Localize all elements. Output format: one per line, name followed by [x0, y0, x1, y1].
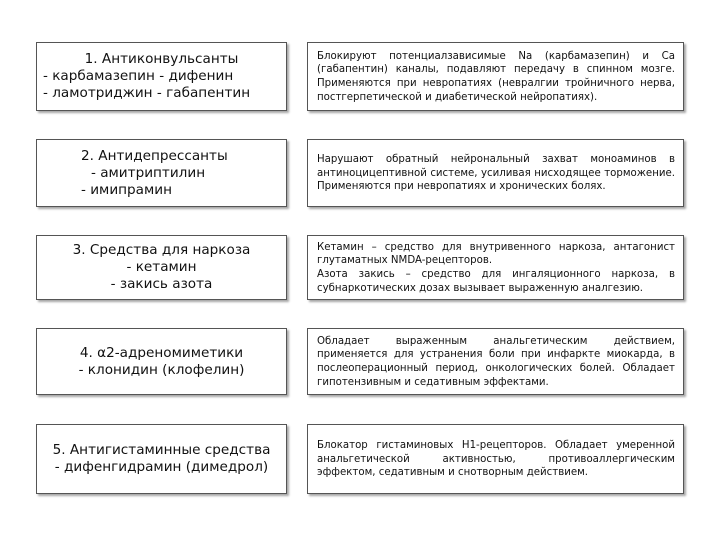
description-box-2: [307, 139, 684, 207]
description-box-1: [307, 42, 684, 111]
drug-class-title: 5. Антигистаминные средства: [52, 442, 271, 458]
drug-class-box-5: [36, 424, 287, 494]
drug-class-title: 2. Антидепрессанты: [81, 147, 228, 164]
description-text: Нарушают обратный нейрональный захват моноаминов в антиноцицептивной системе, усиливая нисходящее торможение. Применяются при невропатиях и хронических болях.: [317, 154, 675, 193]
description-text: Азота закись – средство для ингаляционного наркоза, в субнаркотических дозах вызывает выраженную аналгезию.: [317, 269, 675, 294]
description-text: Блокируют потенциалзависимые Na (карбамазепин) и Ca (габапентин) каналы, подавляют передачу в спинном мозге. Применяются при невропатиях (невралгии тройничного нерва, постгерпетической и диабетической нейропатиях).: [317, 50, 675, 103]
description-text: Кетамин – средство для внутривенного наркоза, антагонист глутаматных NMDA-рецепторов.: [317, 241, 675, 267]
drug-class-title: 1. Антиконвульсанты: [84, 51, 239, 67]
drug-class-box-3: [36, 235, 287, 300]
drug-class-title: 3. Средства для наркоза: [72, 242, 251, 258]
description-text: Обладает выраженным анальгетическим действием, применяется для устранения боли при инфаркте миокарда, в послеоперационный период, онкологических болей. Обладает гипотензивным и седативным эффектами.: [317, 335, 675, 388]
description-text: Блокатор гистаминовых H1-рецепторов. Обладает умеренной анальгетической активностью, противоаллергическим эффектом, седативным и снотворным действием.: [317, 440, 675, 479]
drug-class-box-2: [36, 139, 287, 207]
drug-item: - карбамазепин - дифенин: [43, 68, 234, 84]
drug-class-box-1: [36, 42, 287, 111]
drug-item: - кетамин: [126, 259, 197, 275]
drug-item: - ламотриджин - габапентин: [43, 85, 251, 101]
description-box-5: [307, 424, 684, 494]
drug-item: - закись азота: [110, 276, 213, 292]
drug-class-box-4: [36, 328, 287, 395]
drug-item: - имипрамин: [81, 181, 172, 198]
description-box-4: [307, 328, 684, 395]
drug-item: - амитриптилин: [91, 164, 206, 181]
drug-class-title: 4. α2-адреномиметики: [79, 344, 244, 361]
drug-item: - клонидин (клофелин): [78, 361, 245, 378]
description-box-3: [307, 235, 684, 300]
drug-item: - дифенгидрамин (димедрол): [54, 459, 269, 475]
